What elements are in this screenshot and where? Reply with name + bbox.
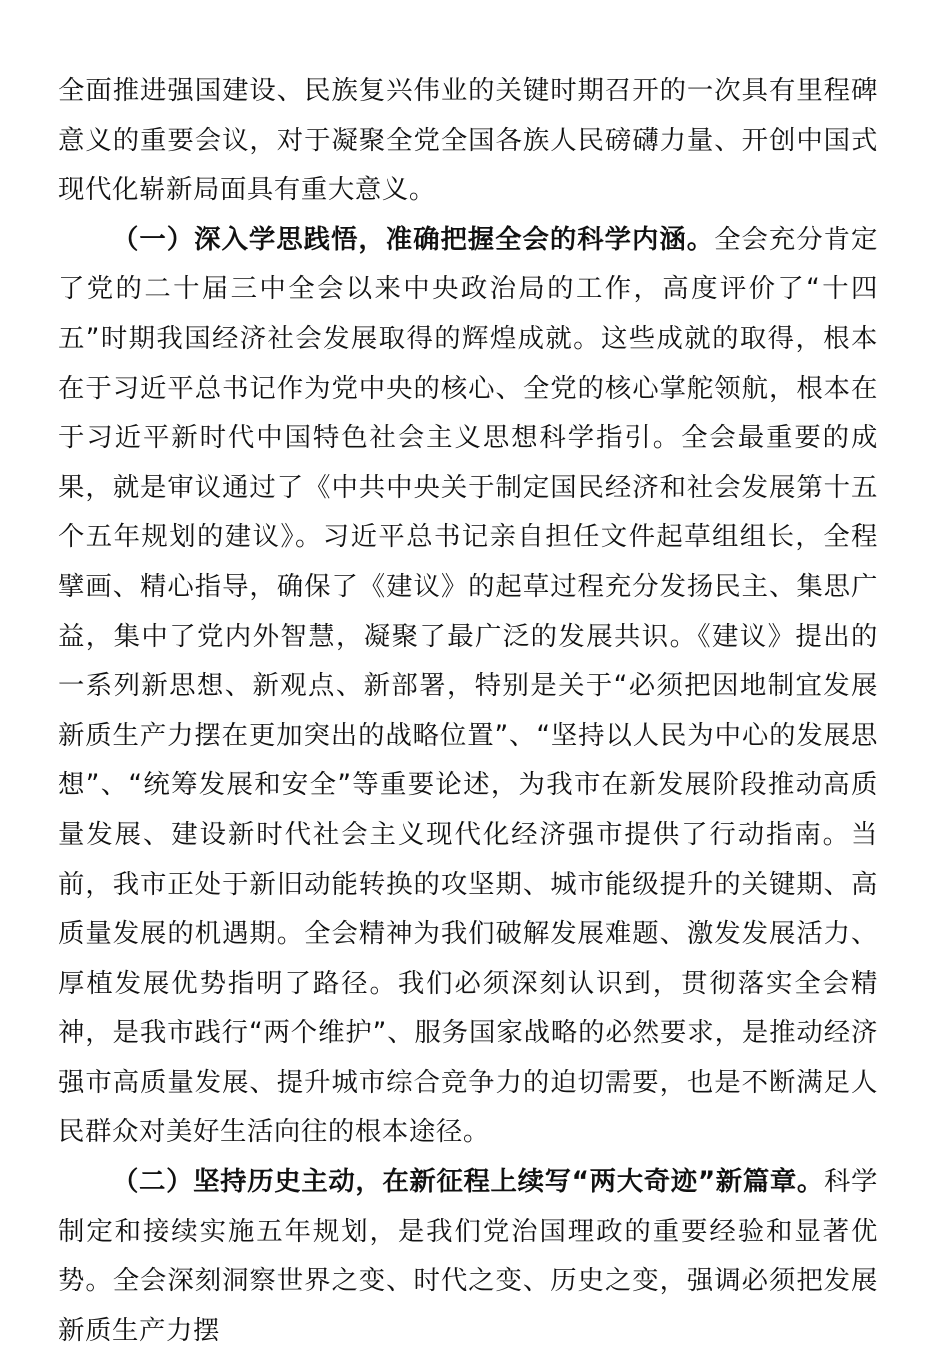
paragraph-intro-continuation bbox=[58, 66, 878, 215]
section-heading-2: （二）坚持历史主动，在新征程上续写“两大奇迹”新篇章。 bbox=[112, 1166, 824, 1198]
paragraph-text: 全面推进强国建设、民族复兴伟业的关键时期召开的一次具有里程碑意义的重要会议，对于凝聚全党全国各族人民磅礴力量、开创中国式现代化崭新局面具有重大意义。 bbox=[58, 75, 878, 206]
paragraph-text: 全会充分肯定了党的二十届三中全会以来中央政治局的工作，高度评价了“十四五”时期我国经济社会发展取得的辉煌成就。这些成就的取得，根本在于习近平总书记作为党中央的核心、全党的核心掌舵领航，根本在于习近平新时代中国特色社会主义思想科学指引。全会最重要的成果，就是审议通过了《中共中央关于制定国民经济和社会发展第十五个五年规划的建议》。习近平总书记亲自担任文件起草组组长，全程擘画、精心指导，确保了《建议》的起草过程充分发扬民主、集思广益，集中了党内外智慧，凝聚了最广泛的发展共识。《建议》提出的一系列新思想、新观点、新部署，特别是关于“必须把因地制宜发展新质生产力摆在更加突出的战略位置”、“坚持以人民为中心的发展思想”、“统筹发展和安全”等重要论述，为我市在新发展阶段推动高质量发展、建设新时代社会主义现代化经济强市提供了行动指南。当前，我市正处于新旧动能转换的攻坚期、城市能级提升的关键期、高质量发展的机遇期。全会精神为我们破解发展难题、激发发展活力、厚植发展优势指明了路径。我们必须深刻认识到，贯彻落实全会精神，是我市践行“两个维护”、服务国家战略的必然要求，是推动经济强市高质量发展、提升城市综合竞争力的迫切需要，也是不断满足人民群众对美好生活向往的根本途径。 bbox=[58, 223, 878, 1148]
paragraph-section-2 bbox=[58, 1157, 878, 1355]
paragraph-text: 科学制定和接续实施五年规划，是我们党治国理政的重要经验和显著优势。全会深刻洞察世界之变、时代之变、历史之变，强调必须把发展新质生产力摆 bbox=[58, 1166, 878, 1346]
paragraph-section-1 bbox=[58, 215, 878, 1157]
section-heading-1: （一）深入学思践悟，准确把握全会的科学内涵。 bbox=[112, 223, 715, 255]
document-page bbox=[58, 66, 878, 1355]
